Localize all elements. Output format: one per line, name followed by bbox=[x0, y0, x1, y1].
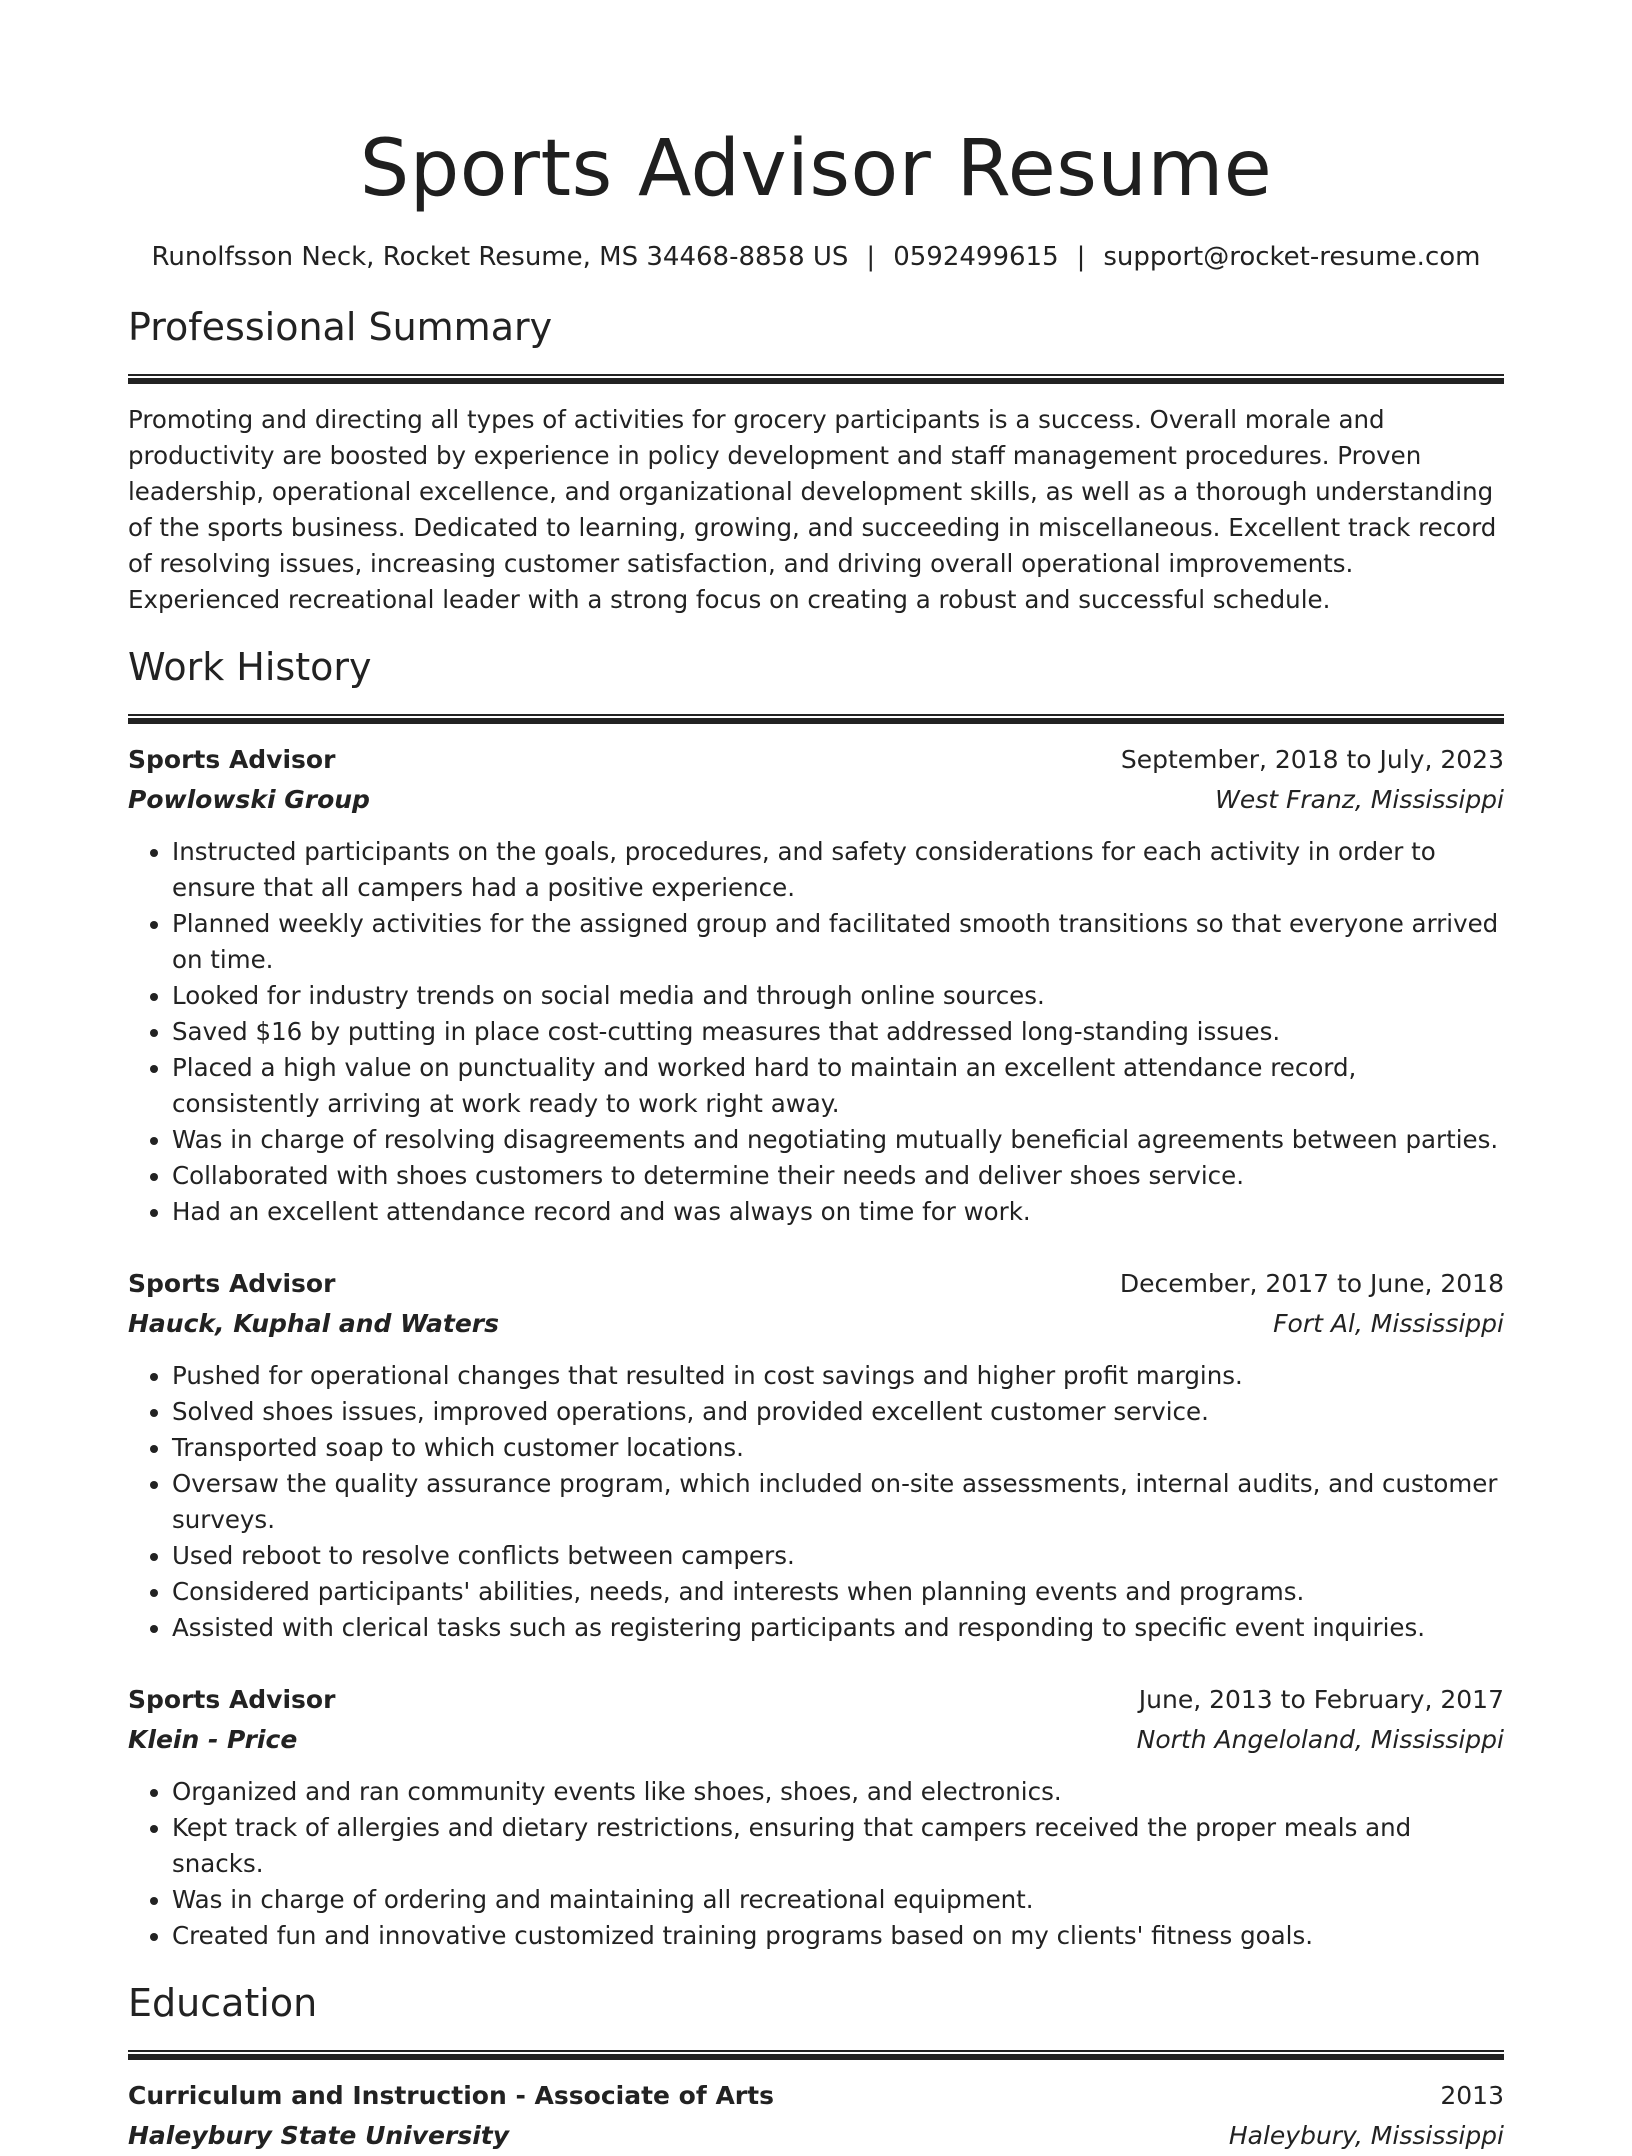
education-section bbox=[128, 1980, 1504, 2156]
job-bullet: • Placed a high value on punctuality and worked hard to maintain an excellent attendance record, consistently arriving at work ready to work right away. bbox=[172, 1050, 1504, 1122]
contact-email: support@rocket-resume.com bbox=[1103, 242, 1481, 272]
section-divider bbox=[128, 374, 1504, 384]
job-company: Powlowski Group bbox=[128, 785, 370, 814]
education-school: Haleybury State University bbox=[128, 2121, 510, 2150]
job-bullet-list bbox=[128, 834, 1504, 1230]
job-entry bbox=[128, 740, 1504, 1230]
job-bullet: • Was in charge of ordering and maintaining all recreational equipment. bbox=[172, 1882, 1504, 1918]
summary-section bbox=[128, 304, 1504, 618]
education-school-row bbox=[128, 2116, 1504, 2156]
job-dates: September, 2018 to July, 2023 bbox=[1120, 745, 1504, 774]
education-heading: Education bbox=[128, 1981, 318, 2025]
job-location: Fort Al, Mississippi bbox=[1273, 1309, 1504, 1338]
work-history-heading: Work History bbox=[128, 645, 372, 689]
job-bullet-list bbox=[128, 1774, 1504, 1954]
job-bullet: • Pushed for operational changes that resulted in cost savings and higher profit margins. bbox=[172, 1358, 1504, 1394]
resume-title: Sports Advisor Resume bbox=[359, 124, 1273, 214]
job-title: Sports Advisor bbox=[128, 1685, 336, 1714]
education-year: 2013 bbox=[1440, 2081, 1504, 2110]
job-bullet: • Solved shoes issues, improved operations, and provided excellent customer service. bbox=[172, 1394, 1504, 1430]
job-bullet: • Used reboot to resolve conflicts between campers. bbox=[172, 1538, 1504, 1574]
education-header-row bbox=[128, 2076, 1504, 2116]
job-bullet: • Oversaw the quality assurance program, which included on-site assessments, internal audits, and customer surveys. bbox=[172, 1466, 1504, 1538]
job-bullet: • Collaborated with shoes customers to determine their needs and deliver shoes service. bbox=[172, 1158, 1504, 1194]
job-bullet: • Instructed participants on the goals, procedures, and safety considerations for each activity in order to ensure that all campers had a positive experience. bbox=[172, 834, 1504, 906]
contact-separator: | bbox=[866, 242, 876, 272]
job-bullet: • Saved $16 by putting in place cost-cutting measures that addressed long-standing issues. bbox=[172, 1014, 1504, 1050]
job-company: Klein - Price bbox=[128, 1725, 298, 1754]
job-dates: June, 2013 to February, 2017 bbox=[1138, 1685, 1504, 1714]
job-title: Sports Advisor bbox=[128, 1269, 336, 1298]
job-bullet: • Planned weekly activities for the assigned group and facilitated smooth transitions so that everyone arrived on time. bbox=[172, 906, 1504, 978]
job-bullet: • Had an excellent attendance record and was always on time for work. bbox=[172, 1194, 1504, 1230]
job-bullet: • Kept track of allergies and dietary restrictions, ensuring that campers received the proper meals and snacks. bbox=[172, 1810, 1504, 1882]
education-entry bbox=[128, 2076, 1504, 2156]
job-header-row bbox=[128, 1680, 1504, 1720]
job-company: Hauck, Kuphal and Waters bbox=[128, 1309, 500, 1338]
job-bullet: • Assisted with clerical tasks such as registering participants and responding to specific event inquiries. bbox=[172, 1610, 1504, 1646]
job-location: West Franz, Mississippi bbox=[1215, 785, 1504, 814]
job-header-row bbox=[128, 740, 1504, 780]
job-bullet: • Looked for industry trends on social media and through online sources. bbox=[172, 978, 1504, 1014]
job-company-row bbox=[128, 1304, 1504, 1344]
education-degree: Curriculum and Instruction - Associate of Arts bbox=[128, 2081, 774, 2110]
contact-separator: | bbox=[1076, 242, 1086, 272]
job-bullet: • Created fun and innovative customized training programs based on my clients' fitness goals. bbox=[172, 1918, 1504, 1954]
education-location: Haleybury, Mississippi bbox=[1228, 2121, 1504, 2150]
job-bullet-list bbox=[128, 1358, 1504, 1646]
contact-address: Runolfsson Neck, Rocket Resume, MS 34468-8858 US bbox=[151, 242, 849, 272]
job-company-row bbox=[128, 780, 1504, 820]
job-bullet: • Organized and ran community events like shoes, shoes, and electronics. bbox=[172, 1774, 1504, 1810]
contact-line bbox=[128, 240, 1504, 274]
job-company-row bbox=[128, 1720, 1504, 1760]
job-bullet: • Considered participants' abilities, needs, and interests when planning events and programs. bbox=[172, 1574, 1504, 1610]
summary-text: Promoting and directing all types of activities for grocery participants is a success. Overall morale and productivity are boosted by experience in policy development and staff management procedures. Proven leadership, operational excellence, and organizational development skills, as well as a thorough understanding of the sports business. Dedicated to learning, growing, and succeeding in miscellaneous. Excellent track record of resolving issues, increasing customer satisfaction, and driving overall operational improvements. Experienced recreational leader with a strong focus on creating a robust and successful schedule. bbox=[128, 405, 1497, 614]
job-entry bbox=[128, 1680, 1504, 1954]
section-divider bbox=[128, 2050, 1504, 2060]
contact-phone: 0592499615 bbox=[893, 242, 1059, 272]
job-bullet: • Was in charge of resolving disagreements and negotiating mutually beneficial agreements between parties. bbox=[172, 1122, 1504, 1158]
summary-heading: Professional Summary bbox=[128, 305, 553, 349]
job-entry bbox=[128, 1264, 1504, 1646]
job-bullet: • Transported soap to which customer locations. bbox=[172, 1430, 1504, 1466]
job-location: North Angeloland, Mississippi bbox=[1136, 1725, 1504, 1754]
job-title: Sports Advisor bbox=[128, 745, 336, 774]
job-header-row bbox=[128, 1264, 1504, 1304]
work-history-section bbox=[128, 644, 1504, 1954]
section-divider bbox=[128, 714, 1504, 724]
job-dates: December, 2017 to June, 2018 bbox=[1119, 1269, 1504, 1298]
